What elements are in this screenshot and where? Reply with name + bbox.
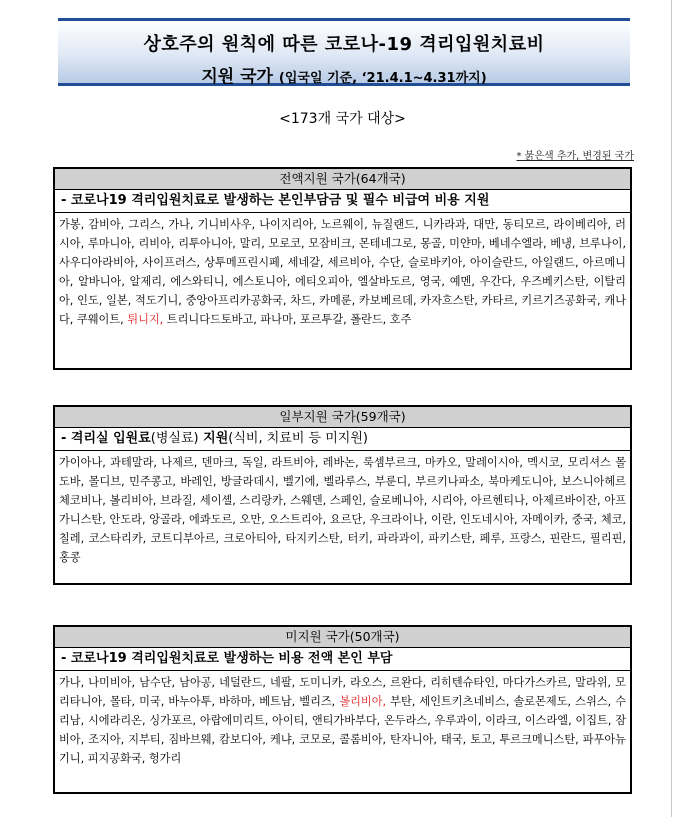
title-date-range: (입국일 기준, ‘21.4.1~4.31까지) [278, 71, 487, 86]
partial-sub-c: 지원 [198, 431, 229, 446]
title-banner [58, 18, 630, 86]
none-countries-highlight: 볼리비아, [339, 695, 387, 708]
partial-sub-a: - 격리실 입원료 [61, 431, 151, 446]
full-countries-highlight: 튀니지, [127, 313, 164, 326]
no-support-heading: 미지원 국가(50개국) [55, 627, 630, 648]
full-support-panel [53, 167, 632, 370]
full-countries-part-2: 트리니다드토바고, 파나마, 포르투갈, 폴란드, 호주 [163, 313, 412, 326]
partial-support-subheading [55, 428, 630, 451]
partial-sub-b: (병실료) [150, 431, 199, 446]
none-countries-part-2: 부탄, 세인트키츠네비스, 솔로몬제도, 스위스, 수리남, 시에라리온, 싱가포르, 아랍에미리트, 아이티, 앤티가바부다, 온두라스, 우루과이, 이라크, 이스라엘, 이집트, 잠비아, 조지아, 지부티, 짐바브웨, 캄보디아, 케냐, 코모로, 콜롬비아, 탄자니아, 태국, 토고, 투르크메니스탄, 파푸아뉴기니, 피지공화국, 헝가리 [59, 695, 626, 765]
full-countries-part-1: 가봉, 감비아, 그리스, 가나, 기니비사우, 나이지리아, 노르웨이, 뉴질랜드, 니카라과, 대만, 동티모르, 라이베리아, 러시아, 루마니아, 리비아, 리투아니아, 말리, 모로코, 모잠비크, 몬테네그로, 몽골, 미얀마, 베네수엘라, 베냉, 브루나이, 사우디아라비아, 사이프러스, 상투메프린시페, 세네갈, 세르비아, 수단, 슬로바키아, 아이슬란드, 아일랜드, 아르메니아, 알바니아, 알제리, 에스와티니, 에스토니아, 에티오피아, 엘살바도르, 영국, 예멘, 우간다, 우즈베키스탄, 이탈리아, 인도, 일본, 적도기니, 중앙아프리카공화국, 차드, 카메룬, 카보베르데, 카자흐스탄, 카타르, 키르기즈공화국, 캐나다, 쿠웨이트, [59, 218, 626, 326]
title-line-2 [58, 62, 630, 87]
title-line-2-main: 지원 국가 [201, 67, 273, 87]
no-support-panel [53, 625, 632, 794]
no-support-subheading: - 코로나19 격리입원치료로 발생하는 비용 전액 본인 부담 [55, 648, 630, 671]
full-support-country-list [55, 213, 630, 331]
full-support-heading: 전액지원 국가(64개국) [55, 169, 630, 190]
none-countries-part-1: 가나, 나미비아, 남수단, 남아공, 네덜란드, 네팔, 도미니카, 라오스, 르완다, 리히텐슈타인, 마다가스카르, 말라위, 모리타니아, 몰타, 미국, 바누아투, 바하마, 베트남, 벨리즈, [59, 676, 626, 708]
title-line-1: 상호주의 원칙에 따른 코로나-19 격리입원치료비 [143, 34, 545, 55]
partial-sub-d: (식비, 치료비 등 미지원) [228, 431, 368, 446]
partial-support-panel [53, 405, 632, 585]
no-support-country-list [55, 671, 630, 770]
target-count-label: <173개 국가 대상> [279, 111, 406, 127]
red-color-note: * 붉은색 추가, 변경된 국가 [516, 151, 634, 162]
partial-support-heading: 일부지원 국가(59개국) [55, 407, 630, 428]
partial-support-country-list: 가이아나, 과테말라, 나제르, 덴마크, 독일, 라트비아, 레바논, 룩셈부르크, 마카오, 말레이시아, 멕시코, 모리셔스 몰도바, 몰디브, 민주콩고, 바레인, 방글라데시, 벨기에, 벨라루스, 부룬디, 부르키나파소, 북마케도니아, 보스니아헤르체코비나, 볼리비아, 브라질, 세이셸, 스리랑카, 스웨덴, 스페인, 슬로베니아, 시리아, 아르헨티나, 아제르바이잔, 아프가니스탄, 안도라, 앙골라, 에콰도르, 오만, 오스트리아, 요르단, 우크라이나, 이란, 인도네시아, 자메이카, 중국, 체코, 칠레, 코스타리카, 코트디부아르, 크로아티아, 타지키스탄, 터키, 파라과이, 파키스탄, 페루, 프랑스, 핀란드, 필리핀, 홍콩 [59, 456, 626, 564]
full-support-subheading: - 코로나19 격리입원치료로 발생하는 본인부담금 및 필수 비급여 비용 지원 [55, 190, 630, 213]
